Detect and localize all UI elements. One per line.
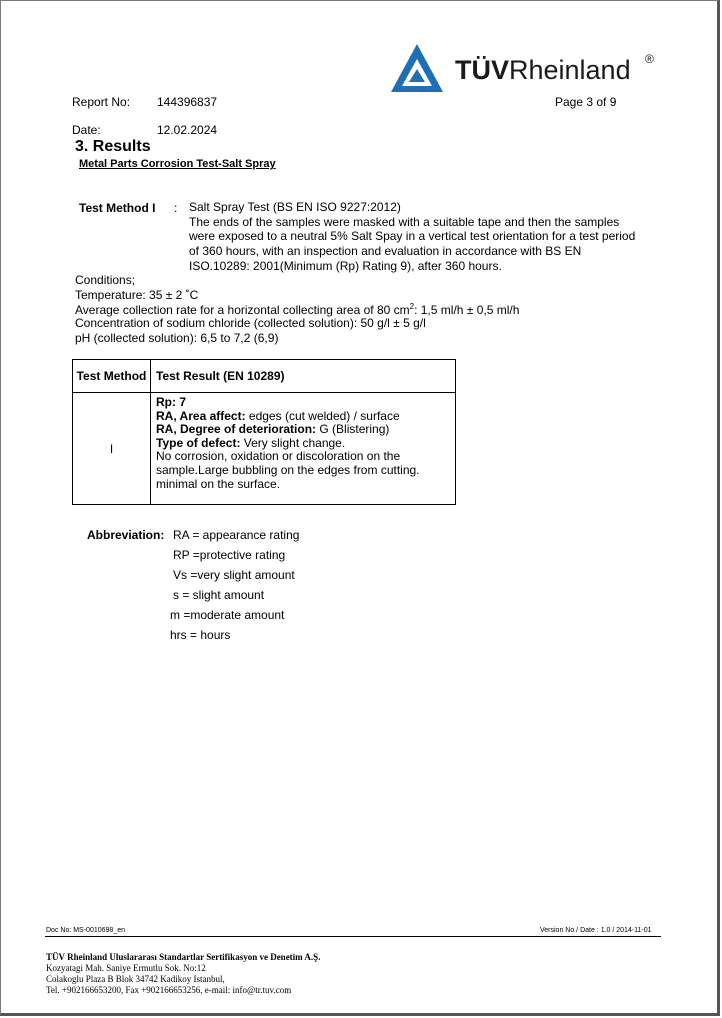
conditions-concentration: Concentration of sodium chloride (collected solution): 50 g/l ± 5 g/l <box>75 316 426 330</box>
result-note: sample.Large bubbling on the edges from cutting. <box>156 462 420 477</box>
ra-degree-value: G (Blistering) <box>316 422 390 437</box>
result-defect-type <box>156 437 454 451</box>
result-rp: Rp: 7 <box>156 395 186 409</box>
test-method-colon: : <box>174 201 178 215</box>
collection-rate-superscript: 2 <box>409 302 415 311</box>
footer-divider <box>45 936 661 937</box>
logo-wordmark <box>455 55 631 86</box>
abbreviation-item: s = slight amount <box>173 588 265 602</box>
section-heading: 3. Results <box>75 138 151 155</box>
report-no-value: 144396837 <box>157 95 218 109</box>
defect-value: Very slight change. <box>240 435 346 450</box>
triangle-logo-icon <box>389 42 445 94</box>
section-subtitle: Metal Parts Corrosion Test-Salt Spray <box>79 158 276 170</box>
test-method-line: of 360 hours, with an inspection and evaluation in accordance with BS EN <box>189 244 582 259</box>
date-label: Date: <box>72 123 101 137</box>
ra-degree-label: RA, Degree of deterioration: <box>156 422 317 437</box>
ra-area-value: edges (cut welded) / surface <box>245 408 400 423</box>
test-method-label: Test Method I <box>79 201 156 215</box>
test-method-line: The ends of the samples were masked with a suitable tape and then the samples <box>189 214 620 229</box>
conditions-ph: pH (collected solution): 6,5 to 7,2 (6,9) <box>75 331 279 345</box>
abbreviation-label: Abbreviation: <box>87 528 165 542</box>
collection-rate-text: Average collection rate for a horizontal collecting area of 80 cm <box>75 303 410 317</box>
result-note: No corrosion, oxidation or discoloration on the <box>156 449 401 464</box>
test-method-title: Salt Spray Test (BS EN ISO 9227:2012) <box>189 200 401 214</box>
cell-method: I <box>73 393 151 505</box>
results-table <box>72 359 456 505</box>
conditions-temperature: Temperature: 35 ± 2 ˚C <box>75 288 199 302</box>
table-header-row <box>73 360 456 393</box>
abbreviation-item: RA = appearance rating <box>173 528 300 542</box>
test-method-line: ISO.10289: 2001(Minimum (Rp) Rating 9), after 360 hours. <box>189 258 502 273</box>
collection-rate-value: : 1,5 ml/h ± 0,5 ml/h <box>414 303 520 317</box>
abbreviation-item: m =moderate amount <box>170 608 285 622</box>
footer-contact: Tel. +902166653200, Fax +902166653256, e-mail: info@tr.tuv.com <box>46 985 292 995</box>
abbreviation-item: hrs = hours <box>170 628 231 642</box>
footer-version: Version No / Date : 1.0 / 2014-11-01 <box>540 927 652 934</box>
cell-result <box>151 393 456 505</box>
result-ra-area <box>156 410 454 424</box>
report-no-label: Report No: <box>72 95 131 109</box>
abbreviation-item: RP =protective rating <box>173 548 286 562</box>
defect-label: Type of defect: <box>156 435 241 450</box>
footer-address-2: Colakoglu Plaza B Blok 34742 Kadikoy Istanbul, <box>46 974 225 984</box>
header-test-method: Test Method <box>73 360 151 393</box>
registered-mark: ® <box>645 52 654 66</box>
abbreviation-item: Vs =very slight amount <box>173 568 295 582</box>
logo-text-regular: Rheinland <box>509 55 631 85</box>
date-value: 12.02.2024 <box>157 123 218 137</box>
test-method-description <box>189 200 649 274</box>
ra-area-label: RA, Area affect: <box>156 408 246 423</box>
page-number: Page 3 of 9 <box>555 95 617 109</box>
conditions-collection-rate <box>75 302 519 317</box>
footer-address-1: Kozyatagi Mah. Saniye Ermutlu Sok. No:12 <box>46 963 206 973</box>
table-row <box>73 393 456 505</box>
result-ra-degree <box>156 423 454 437</box>
footer-company: TÜV Rheinland Uluslararası Standartlar Sertifikasyon ve Denetim A.Ş. <box>46 952 321 962</box>
test-method-line: were exposed to a neutral 5% Salt Spay in a vertical test orientation for a test period <box>189 229 636 244</box>
logo-text-bold: TÜV <box>455 55 509 85</box>
header-test-result: Test Result (EN 10289) <box>151 360 456 393</box>
conditions-title: Conditions; <box>75 273 136 287</box>
tuv-rheinland-logo <box>389 42 659 94</box>
result-note: minimal on the surface. <box>156 476 281 491</box>
footer-doc-no: Doc No: MS-0010698_en <box>46 927 125 934</box>
